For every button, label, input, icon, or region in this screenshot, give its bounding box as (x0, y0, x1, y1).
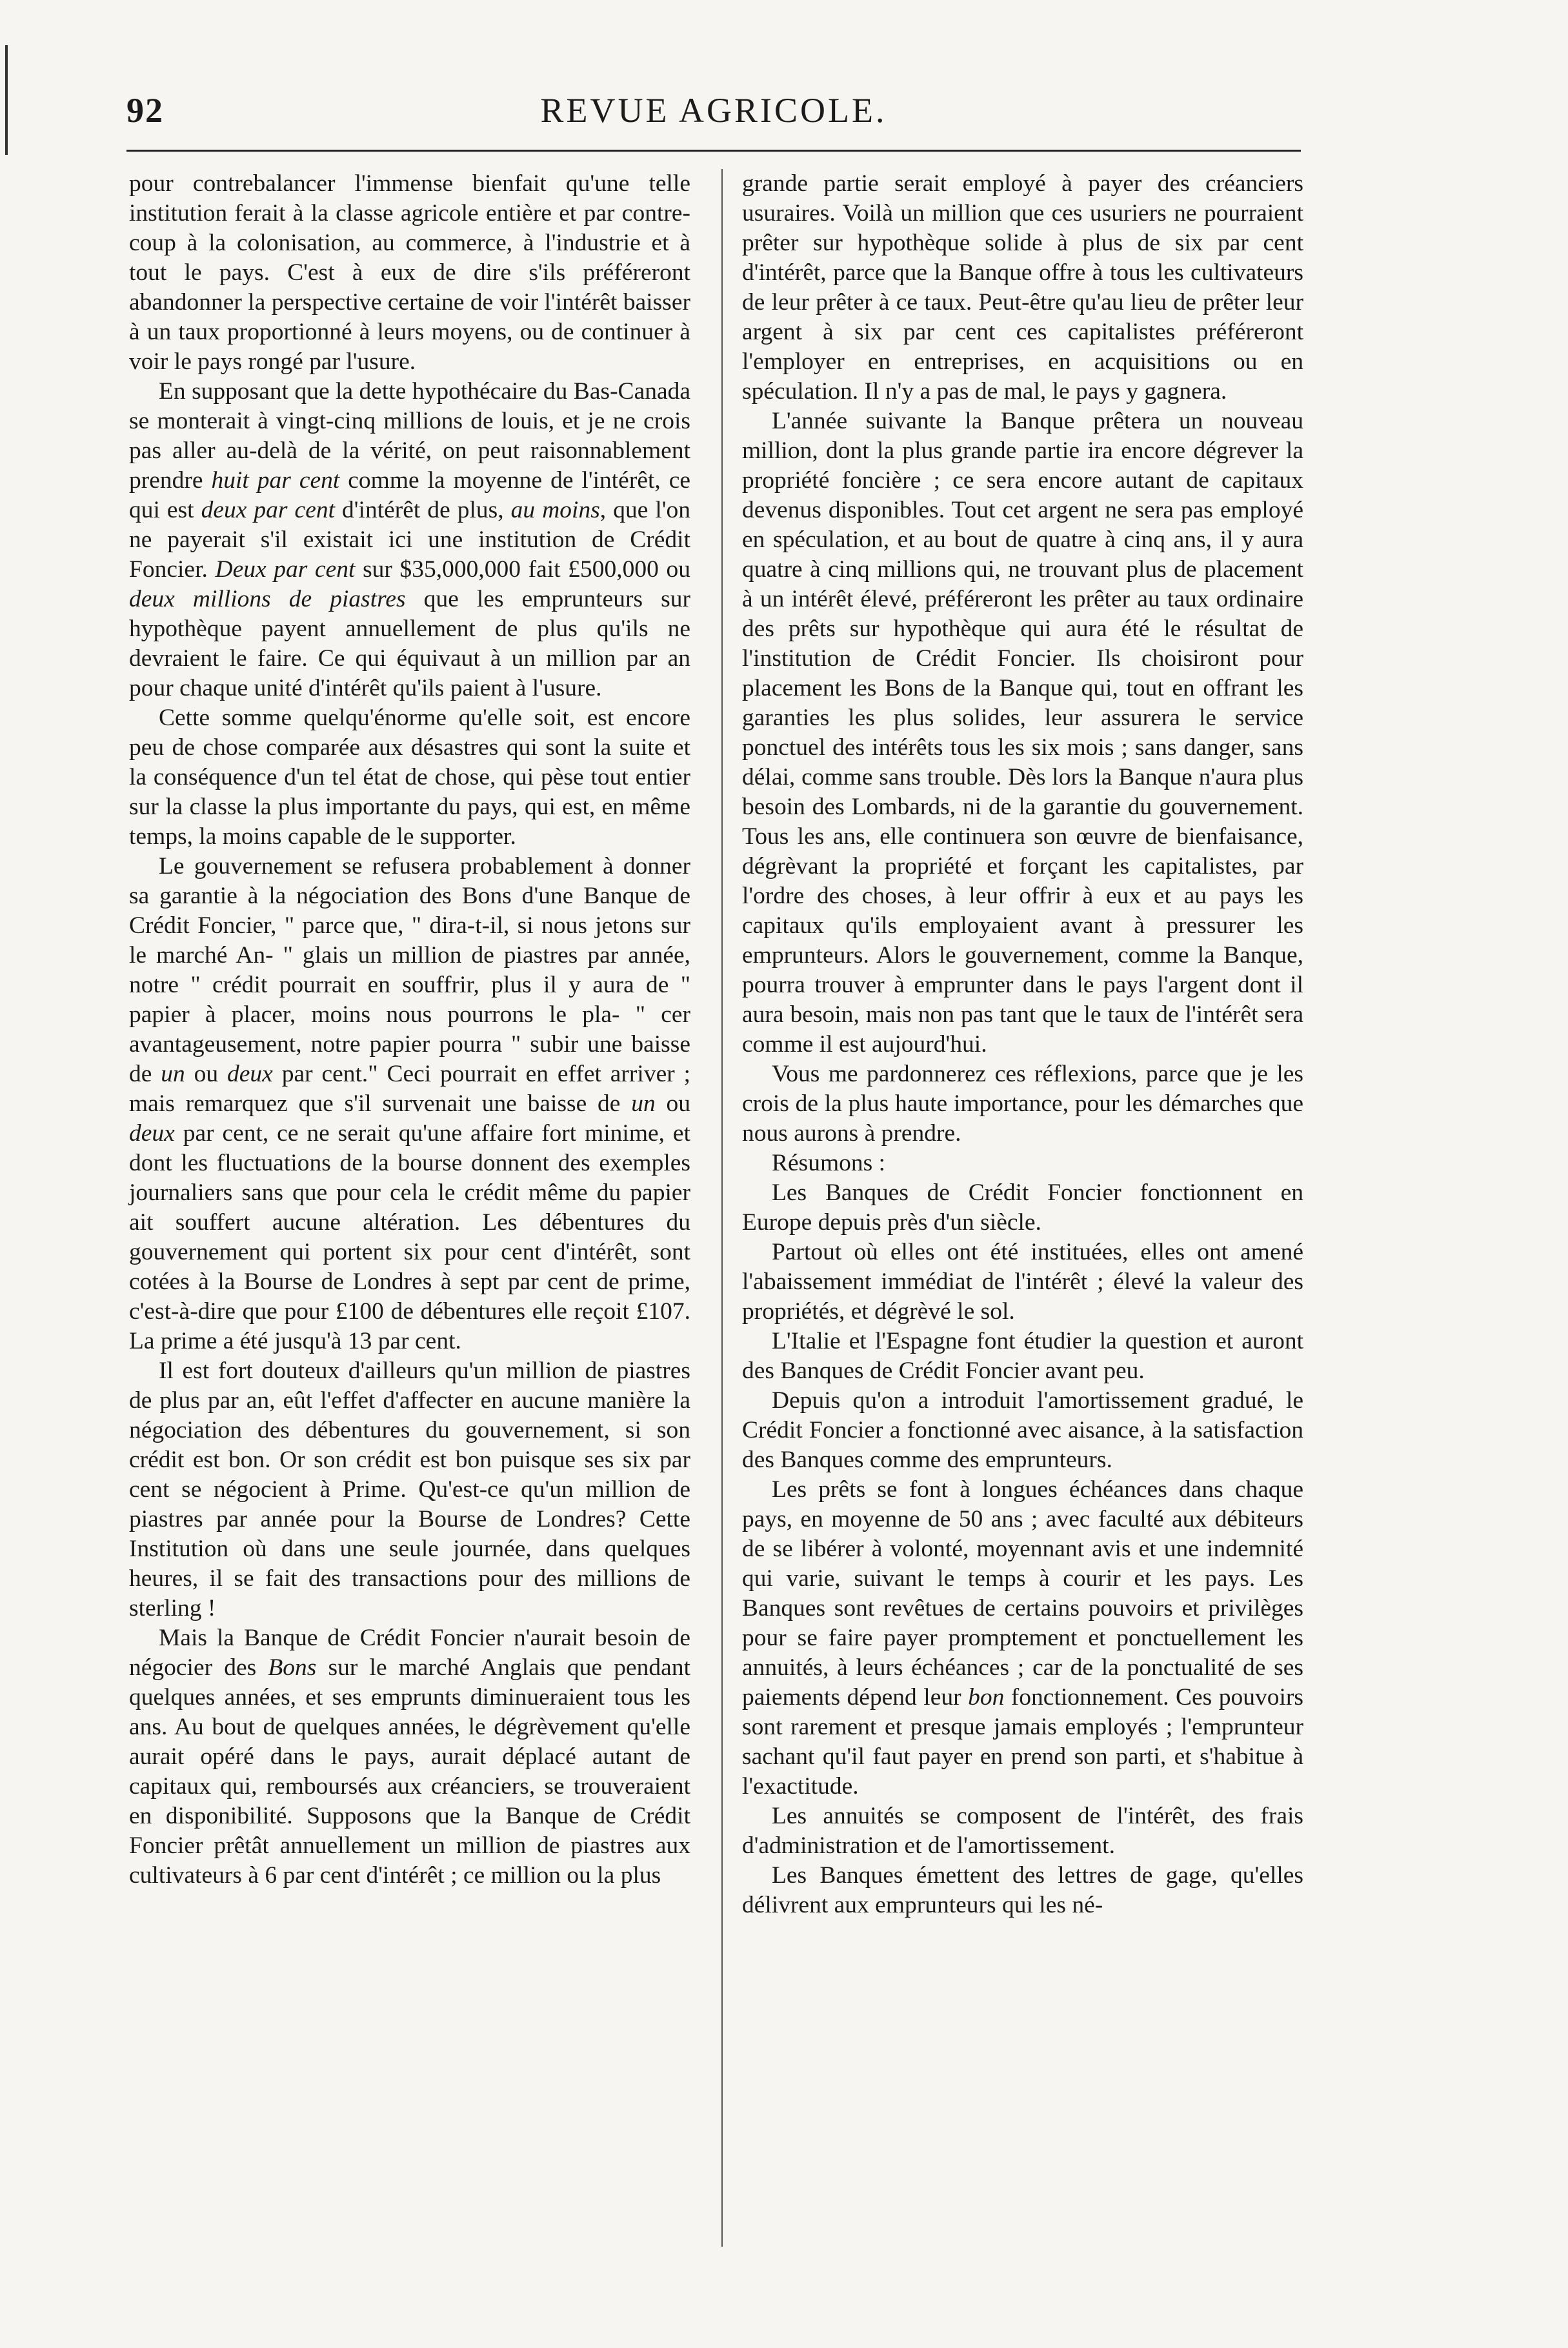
right-column (742, 169, 1303, 2260)
paragraph: Les annuités se composent de l'intérêt, des frais d'administration et de l'amortissement. (742, 1803, 1303, 1859)
paragraph: Les Banques émettent des lettres de gage, qu'elles délivrent aux emprunteurs qui les né- (742, 1862, 1303, 1918)
paragraph: Depuis qu'on a introduit l'amortissement gradué, le Crédit Foncier a fonctionné avec aisance, à la satisfaction des Banques comme des emprunteurs. (742, 1387, 1303, 1473)
paragraph: Il est fort douteux d'ailleurs qu'un million de piastres de plus par an, eût l'effet d'affecter en aucune manière la négociation des débentures du gouvernement, si son crédit est bon. Or son crédit est bon puisque ses six par cent se négocient à Prime. Qu'est-ce qu'un million de piastres par année pour la Bourse de Londres? Cette Institution où dans une seule journée, dans quelques heures, il se fait des transactions pour des millions de sterling ! (129, 1358, 690, 1621)
paragraph: Résumons : (772, 1150, 886, 1176)
paragraph: pour contrebalancer l'immense bienfait qu'une telle institution ferait à la classe agricole entière et par contre-coup à la colonisation, au commerce, à l'industrie et à tout le pays. C'est à eux de dire s'ils préféreront abandonner la perspective certaine de voir l'intérêt baisser à un taux proportionné à leurs moyens, ou de continuer à voir le pays rongé par l'usure. (129, 170, 690, 375)
page-edge-rule (5, 45, 8, 155)
paragraph: Vous me pardonnerez ces réflexions, parce que je les crois de la plus haute importance, pour les démarches que nous aurons à prendre. (742, 1061, 1303, 1147)
paragraph: L'Italie et l'Espagne font étudier la question et auront des Banques de Crédit Foncier avant peu. (742, 1328, 1303, 1384)
paragraph: Les Banques de Crédit Foncier fonctionnent en Europe depuis près d'un siècle. (742, 1179, 1303, 1236)
page-header (126, 90, 1301, 135)
paragraph: Le gouvernement se refusera probablement à donner sa garantie à la négociation des Bons d'une Banque de Crédit Foncier, " parce que, " dira-t-il, si nous jetons sur le marché An- " glais un million de piastres par année, notre " crédit pourrait en souffrir, plus il y aura de " papier à placer, moins nous pourrons le pla- " cer avantageusement, notre papier pourra " subir une baisse de un ou deux par cent." Ceci pourrait en effet arriver ; mais remarquez que s'il survenait une baisse de un ou deux par cent, ce ne serait qu'une affaire fort minime, et dont les fluctuations de la bourse donnent des exemples journaliers sans que pour cela le crédit même du papier ait souffert aucune altération. Les débentures du gouvernement qui portent six pour cent d'intérêt, sont cotées à la Bourse de Londres à sept par cent de prime, c'est-à-dire que pour £100 de débentures elle reçoit £107. La prime a été jusqu'à 13 par cent. (129, 853, 690, 1354)
page-number: 92 (126, 91, 164, 130)
paragraph: Mais la Banque de Crédit Foncier n'aurait besoin de négocier des Bons sur le marché Anglais que pendant quelques années, et ses emprunts diminueraient tous les ans. Au bout de quelques années, le dégrèvement qu'elle aurait opéré dans le pays, aurait déplacé autant de capitaux qui, remboursés aux créanciers, se trouveraient en disponibilité. Supposons que la Banque de Crédit Foncier prêtât annuellement un million de piastres aux cultivateurs à 6 par cent d'intérêt ; ce million ou la plus (129, 1625, 690, 1889)
column-divider (721, 169, 723, 2247)
header-rule (126, 150, 1301, 152)
paragraph: L'année suivante la Banque prêtera un nouveau million, dont la plus grande partie ira encore dégrever la propriété foncière ; ce sera encore autant de capitaux devenus disponibles. Tout cet argent ne sera pas employé en spéculation, et au bout de quatre à cinq ans, il y aura quatre à cinq millions qui, ne trouvant plus de placement à un intérêt élevé, préféreront les prêter au taux ordinaire des prêts sur hypothèque qui aura été le résultat de l'institution de Crédit Foncier. Ils choisiront pour placement les Bons de la Banque qui, tout en offrant les garanties les plus solides, leur assurera le service ponctuel des intérêts tous les six mois ; sans danger, sans délai, comme sans trouble. Dès lors la Banque n'aura plus besoin des Lombards, ni de la garantie du gouvernement. Tous les ans, elle continuera son œuvre de bienfaisance, dégrèvant la propriété et forçant les capitalistes, par l'ordre des choses, à leur offrir à eux et au pays les capitaux qu'ils employaient avant à pressurer les emprunteurs. Alors le gouvernement, comme la Banque, pourra trouver à emprunter dans le pays l'argent dont il aura besoin, mais non pas tant que le taux de l'intérêt sera comme il est aujourd'hui. (742, 408, 1303, 1058)
paragraph: En supposant que la dette hypothécaire du Bas-Canada se monterait à vingt-cinq millions de louis, et je ne crois pas aller au-delà de la vérité, on peut raisonnablement prendre huit par cent comme la moyenne de l'intérêt, ce qui est deux par cent d'intérêt de plus, au moins, que l'on ne payerait s'il existait ici une institution de Crédit Foncier. Deux par cent sur $35,000,000 fait £500,000 ou deux millions de piastres que les emprunteurs sur hypothèque payent annuellement de plus qu'ils ne devraient le faire. Ce qui équivaut à un million par an pour chaque unité d'intérêt qu'ils paient à l'usure. (129, 378, 691, 701)
paragraph: grande partie serait employé à payer des créanciers usuraires. Voilà un million que ces usuriers ne pourraient prêter sur hypothèque solide à plus de six par cent d'intérêt, parce que la Banque offre à tous les cultivateurs de leur prêter à ce taux. Peut-être qu'au lieu de prêter leur argent à six par cent ces capitalistes préféreront l'employer en entreprises, en acquisitions ou en spéculation. Il n'y a pas de mal, le pays y gagnera. (742, 170, 1303, 405)
running-title: REVUE AGRICOLE. (540, 91, 887, 130)
left-column (129, 169, 690, 2260)
paragraph: Partout où elles ont été instituées, elles ont amené l'abaissement immédiat de l'intérêt ; élevé la valeur des propriétés, et dégrèvé le sol. (742, 1239, 1303, 1325)
paragraph: Cette somme quelqu'énorme qu'elle soit, est encore peu de chose comparée aux désastres qui sont la suite et la conséquence d'un tel état de chose, qui pèse tout entier sur la classe la plus importante du pays, qui est, en même temps, la moins capable de le supporter. (129, 705, 690, 850)
paragraph: Les prêts se font à longues échéances dans chaque pays, en moyenne de 50 ans ; avec faculté aux débiteurs de se libérer à volonté, moyennant avis et une indemnité qui varie, suivant le temps à courir et les pays. Les Banques sont revêtues de certains pouvoirs et privilèges pour se faire payer promptement et ponctuellement les annuités, à leurs échéances ; car de la ponctualité de ses paiements dépend leur bon fonctionnement. Ces pouvoirs sont rarement et presque jamais employés ; l'emprunteur sachant qu'il faut payer en prend son parti, et s'habitue à l'exactitude. (742, 1476, 1303, 1800)
